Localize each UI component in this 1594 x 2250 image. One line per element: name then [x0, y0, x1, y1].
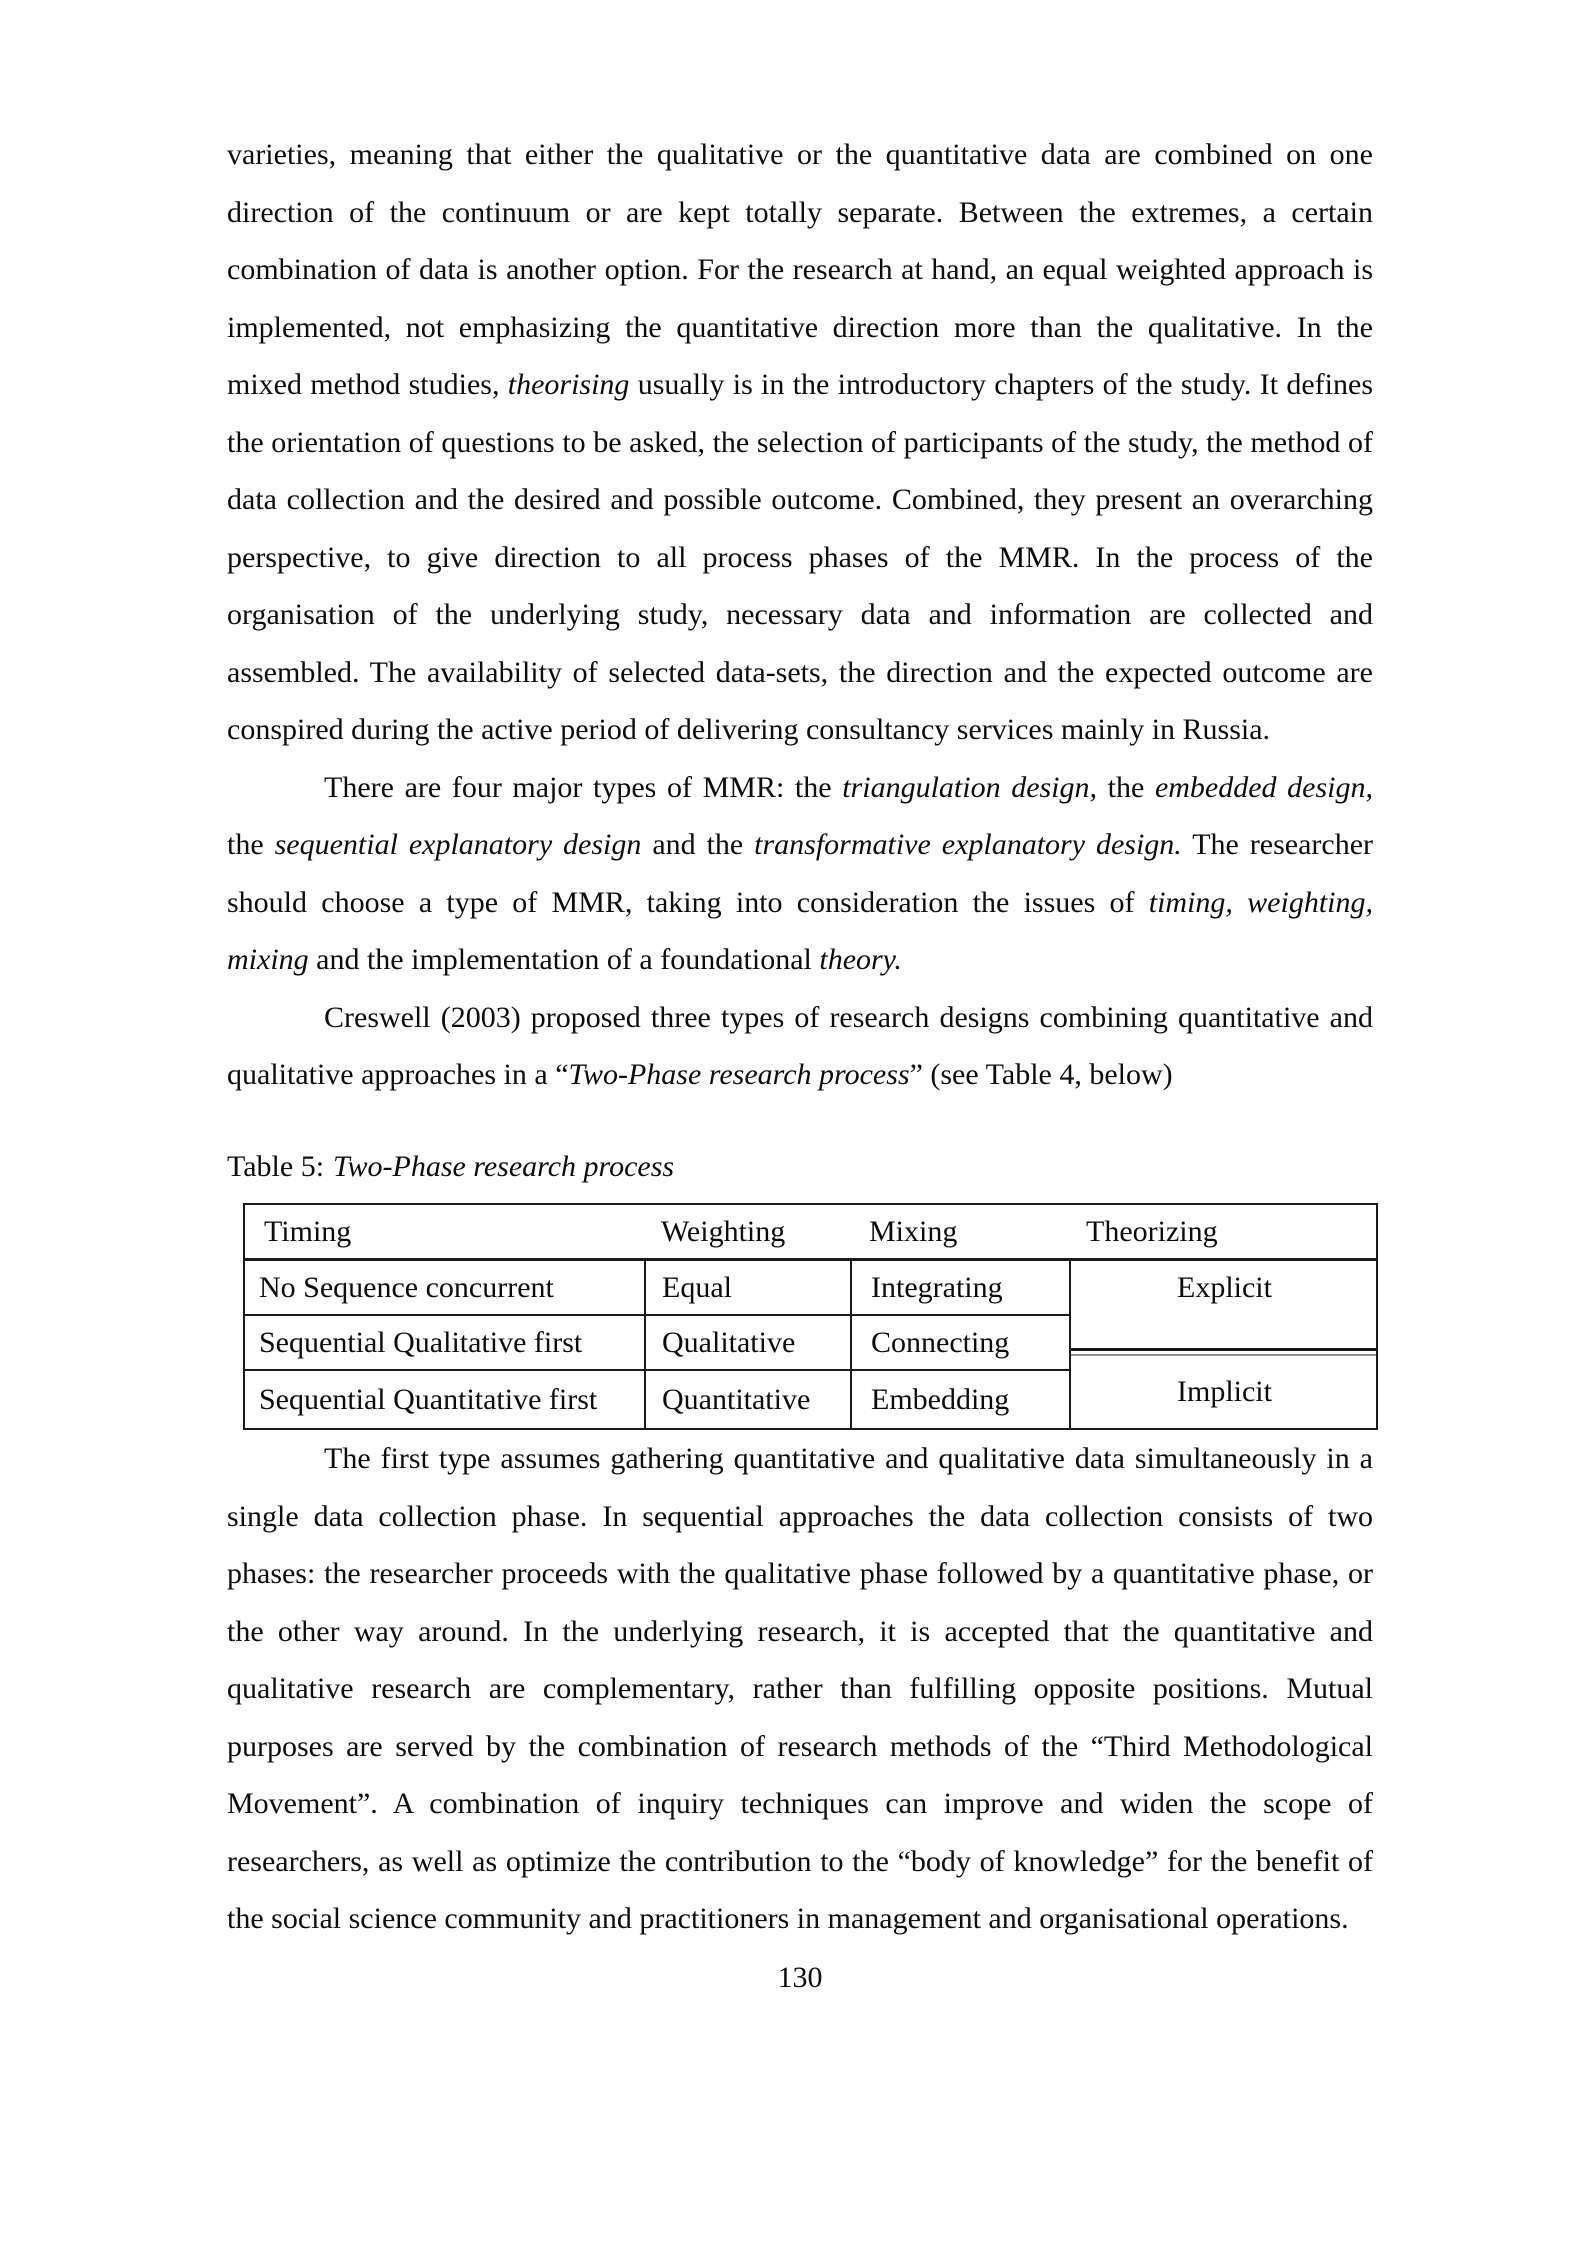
text-column — [227, 126, 1373, 2006]
paragraph-1: varieties, meaning that either the qualitative or the quantitative data are combined on one direction of the continuum or are kept totally separate. Between the extremes, a certain combination of data is another option. For the research at hand, an equal weighted approach is implemented, not emphasizing the quantitative direction more than the qualitative. In the mixed method studies, theorising usually is in the introductory chapters of the study. It defines the orientation of questions to be asked, the selection of participants of the study, the method of data collection and the desired and possible outcome. Combined, they present an overarching perspective, to give direction to all process phases of the MMR. In the process of the organisation of the underlying study, necessary data and information are collected and assembled. The availability of selected data-sets, the direction and the expected outcome are conspired during the active period of delivering consultancy services mainly in Russia. — [227, 138, 1373, 746]
table-cell-timing-1: No Sequence concurrent — [259, 1271, 554, 1304]
paragraph-3: Creswell (2003) proposed three types of research designs combining quantitative and qualitative approaches in a “Two-Phase research process” (see Table 4, below) — [227, 1000, 1373, 1091]
table-header-weighting: Weighting — [661, 1215, 786, 1248]
table-caption-title: Two-Phase research process — [333, 1149, 675, 1183]
table-vertical-rule — [644, 1261, 646, 1428]
paragraph-2: There are four major types of MMR: the triangulation design, the embedded design, the sequential explanatory design and the transformative explanatory design. The researcher should choose a type of MMR, taking into consideration the issues of timing, weighting, mixing and the implementation of a foundational theory. — [227, 770, 1374, 976]
table-header-timing: Timing — [264, 1215, 352, 1248]
table-cell-timing-3: Sequential Quantitative first — [259, 1383, 598, 1416]
table-caption — [227, 1138, 1373, 1196]
table-cell-weighting-2: Qualitative — [662, 1326, 796, 1359]
table-cell-timing-2: Sequential Qualitative first — [259, 1326, 583, 1359]
table-cell-theorizing-implicit: Implicit — [1177, 1375, 1272, 1408]
table-cell-mixing-3: Embedding — [871, 1383, 1010, 1416]
table-caption-label: Table 5: — [227, 1149, 325, 1183]
table-cell-weighting-1: Equal — [662, 1271, 732, 1304]
table-header-theorizing: Theorizing — [1086, 1215, 1218, 1248]
table-cell-mixing-1: Integrating — [871, 1271, 1003, 1304]
table-cell-weighting-3: Quantitative — [662, 1383, 811, 1416]
two-phase-table — [243, 1203, 1378, 1430]
paragraph-4: The first type assumes gathering quantitative and qualitative data simultaneously in a single data collection phase. In sequential approaches the data collection consists of two phases: the researcher proceeds with the qualitative phase followed by a quantitative phase, or the other way around. In the underlying research, it is accepted that the quantitative and qualitative research are complementary, rather than fulfilling opposite positions. Mutual purposes are served by the combination of research methods of the “Third Methodological Movement”. A combination of inquiry techniques can improve and widen the scope of researchers, as well as optimize the contribution to the “body of knowledge” for the benefit of the social science community and practitioners in management and organisational operations. — [227, 1442, 1373, 1935]
table-vertical-rule — [850, 1261, 852, 1428]
table-cell-theorizing-explicit: Explicit — [1177, 1271, 1272, 1304]
page-number: 130 — [777, 1960, 823, 1994]
table-header-mixing: Mixing — [869, 1215, 958, 1248]
table-cell-mixing-2: Connecting — [871, 1326, 1010, 1359]
